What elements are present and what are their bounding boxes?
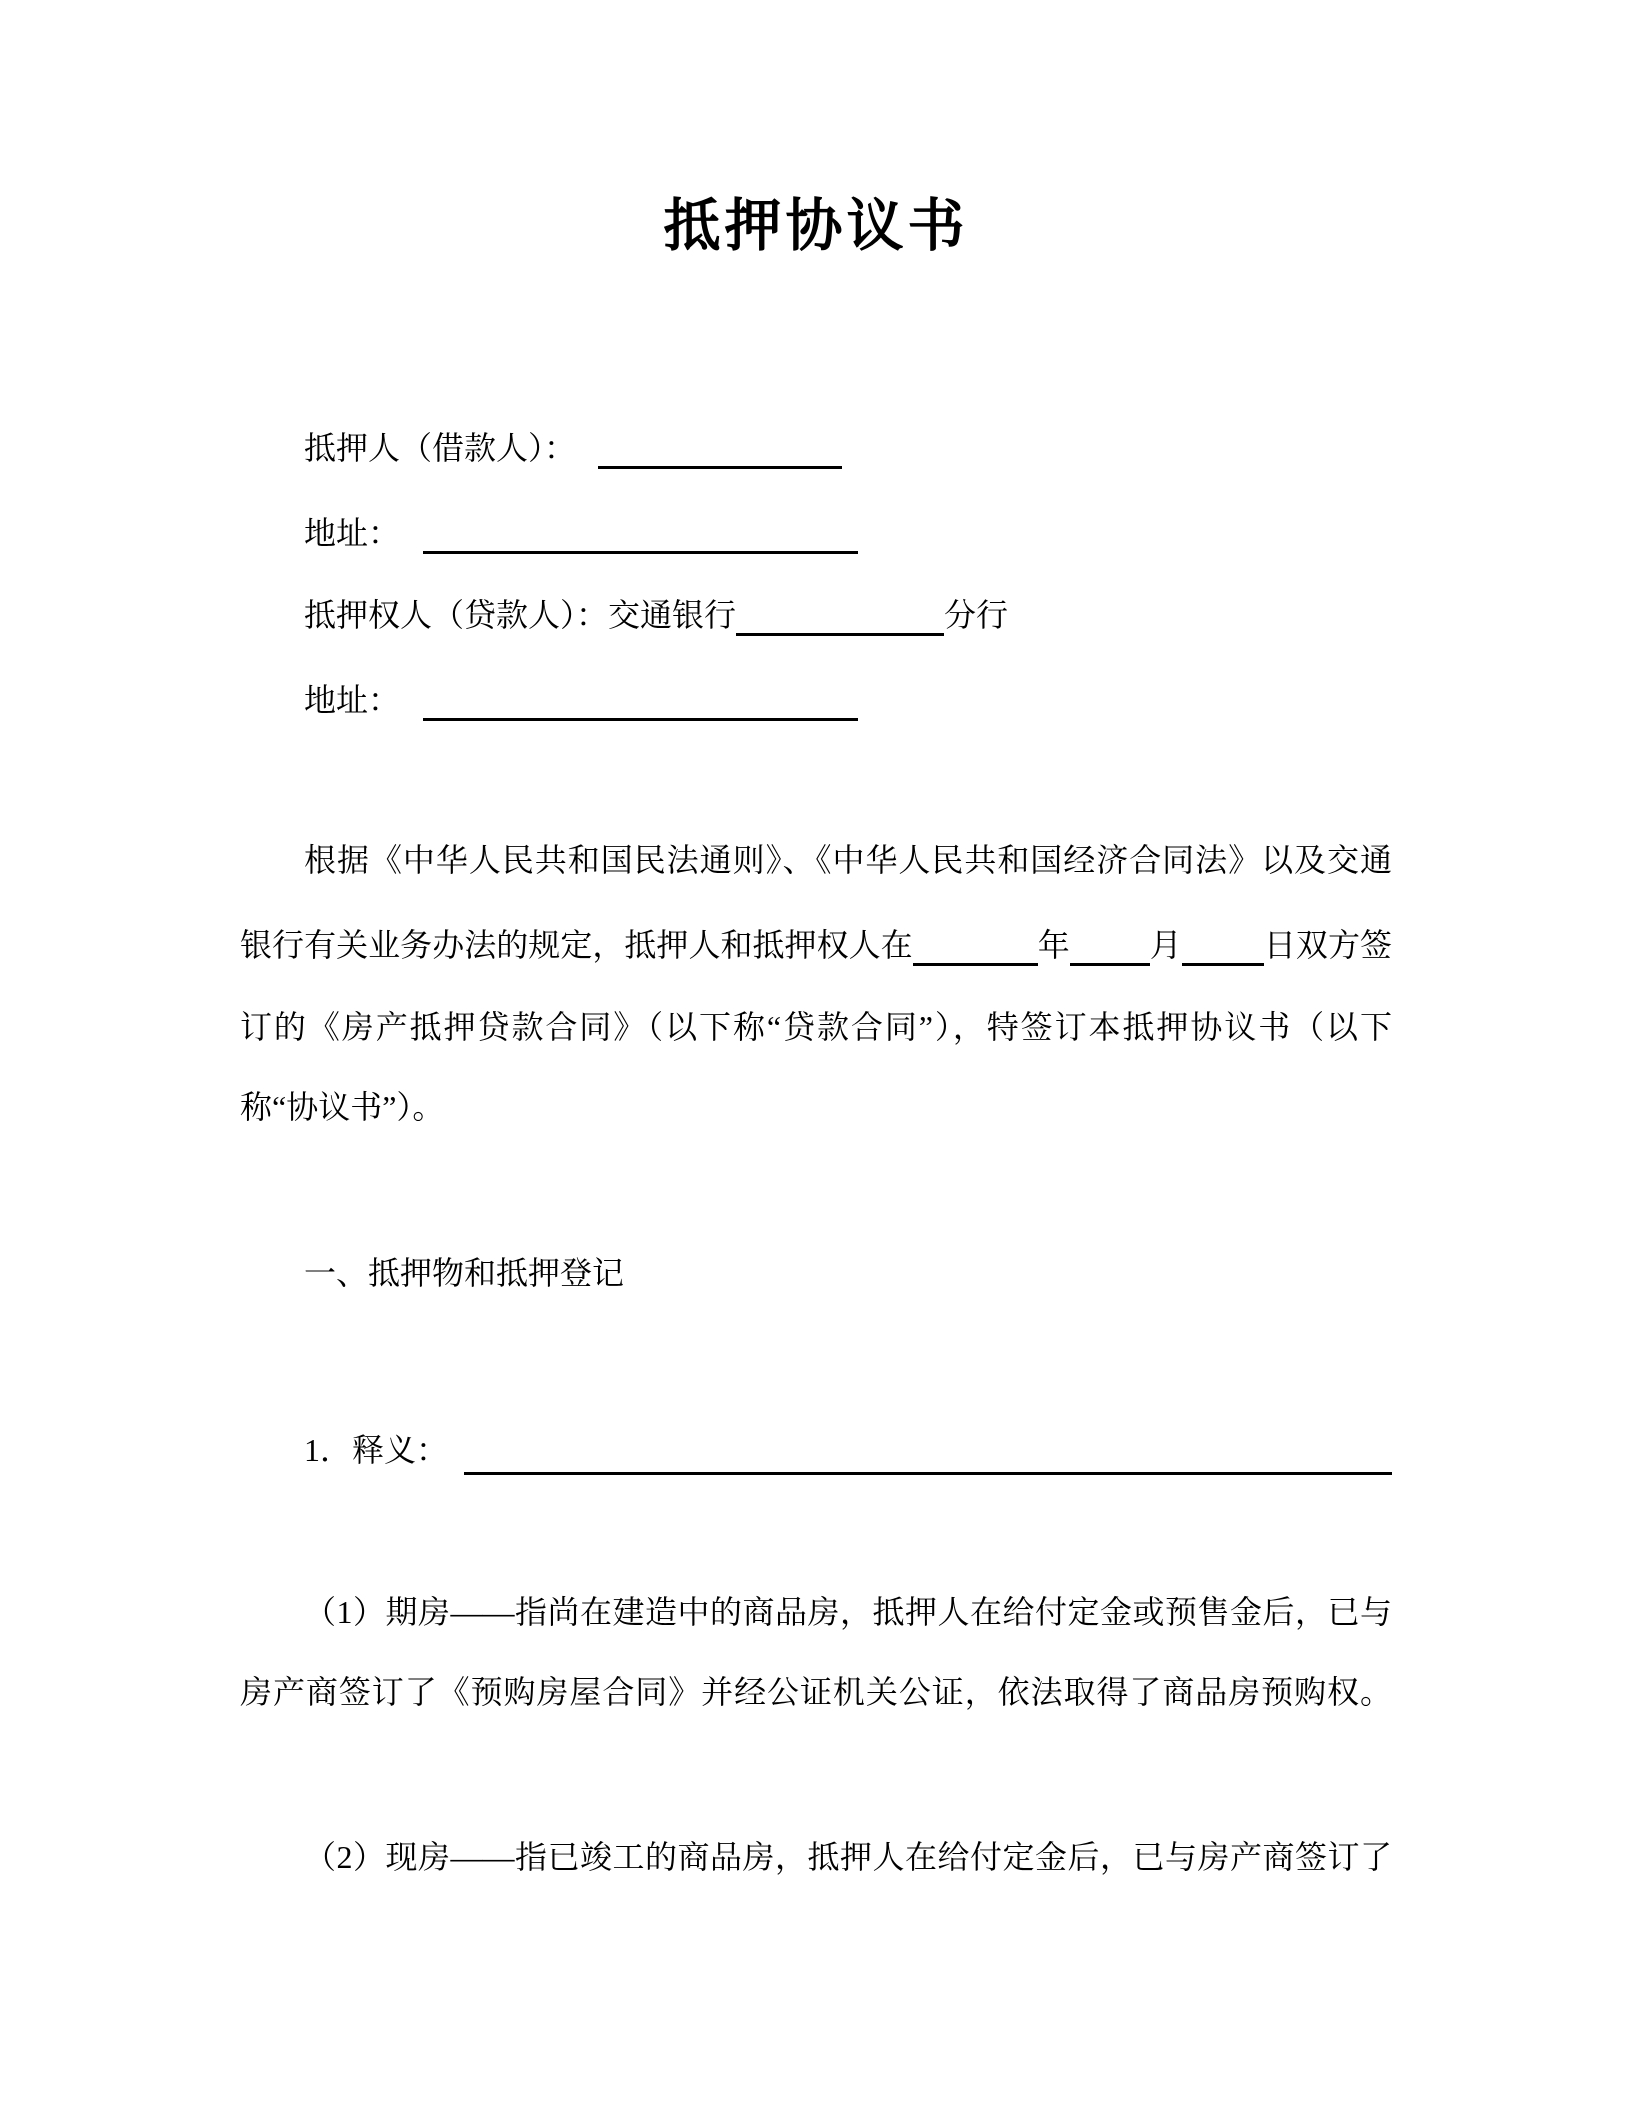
definitions-blank [464,1410,1392,1475]
address-2-label: 地址： [304,682,401,718]
field-row-address-1 [240,493,1392,573]
preamble-line-1: 根据《中华人民共和国民法通则》、《中华人民共和国经济合同法》以及交通 [304,842,1392,878]
preamble-line-2 [240,905,1392,985]
mortgagor-label: 抵押人（借款人）： [304,430,577,466]
address-1-label: 地址： [304,515,401,551]
definition-1-line-1: （1）期房——指尚在建造中的商品房，抵押人在给付定金或预售金后，已与 [304,1594,1392,1630]
preamble-line-2-tail: 日双方签 [1263,927,1392,963]
field-row-mortgagor [240,408,1392,488]
definition-2-line-1: （2）现房——指已竣工的商品房，抵押人在给付定金后，已与房产商签订了 [304,1839,1392,1875]
month-label: 月 [1149,927,1182,963]
preamble-line-3: 订的《房产抵押贷款合同》（以下称“贷款合同”），特签订本抵押协议书（以下 [240,1009,1392,1045]
mortgagee-branch-suffix: 分行 [944,597,1009,633]
preamble-line-4: 称“协议书”）。 [240,1089,445,1125]
mortgagee-bank-name: 交通银行 [608,597,737,633]
month-blank [1070,963,1150,966]
mortgagee-branch-blank [736,633,944,636]
field-row-mortgagee [240,575,1392,655]
year-label: 年 [1037,927,1070,963]
year-blank [913,963,1038,966]
address-2-blank [423,718,858,721]
preamble-line-2-text: 银行有关业务办法的规定，抵押人和抵押权人在 [240,927,913,963]
mortgagee-label: 抵押权人（贷款人）： [304,597,609,633]
field-row-address-2 [240,660,1392,740]
address-1-blank [423,551,858,554]
definition-1-line-2: 房产商签订了《预购房屋合同》并经公证机关公证，依法取得了商品房预购权。 [240,1674,1392,1710]
day-blank [1182,963,1264,966]
document-title: 抵押协议书 [663,194,969,258]
section-1-heading: 一、抵押物和抵押登记 [304,1255,625,1291]
mortgagor-name-blank [598,466,842,469]
item-1-definitions-row [240,1410,1392,1490]
definitions-label: 1．释义： [304,1432,449,1468]
